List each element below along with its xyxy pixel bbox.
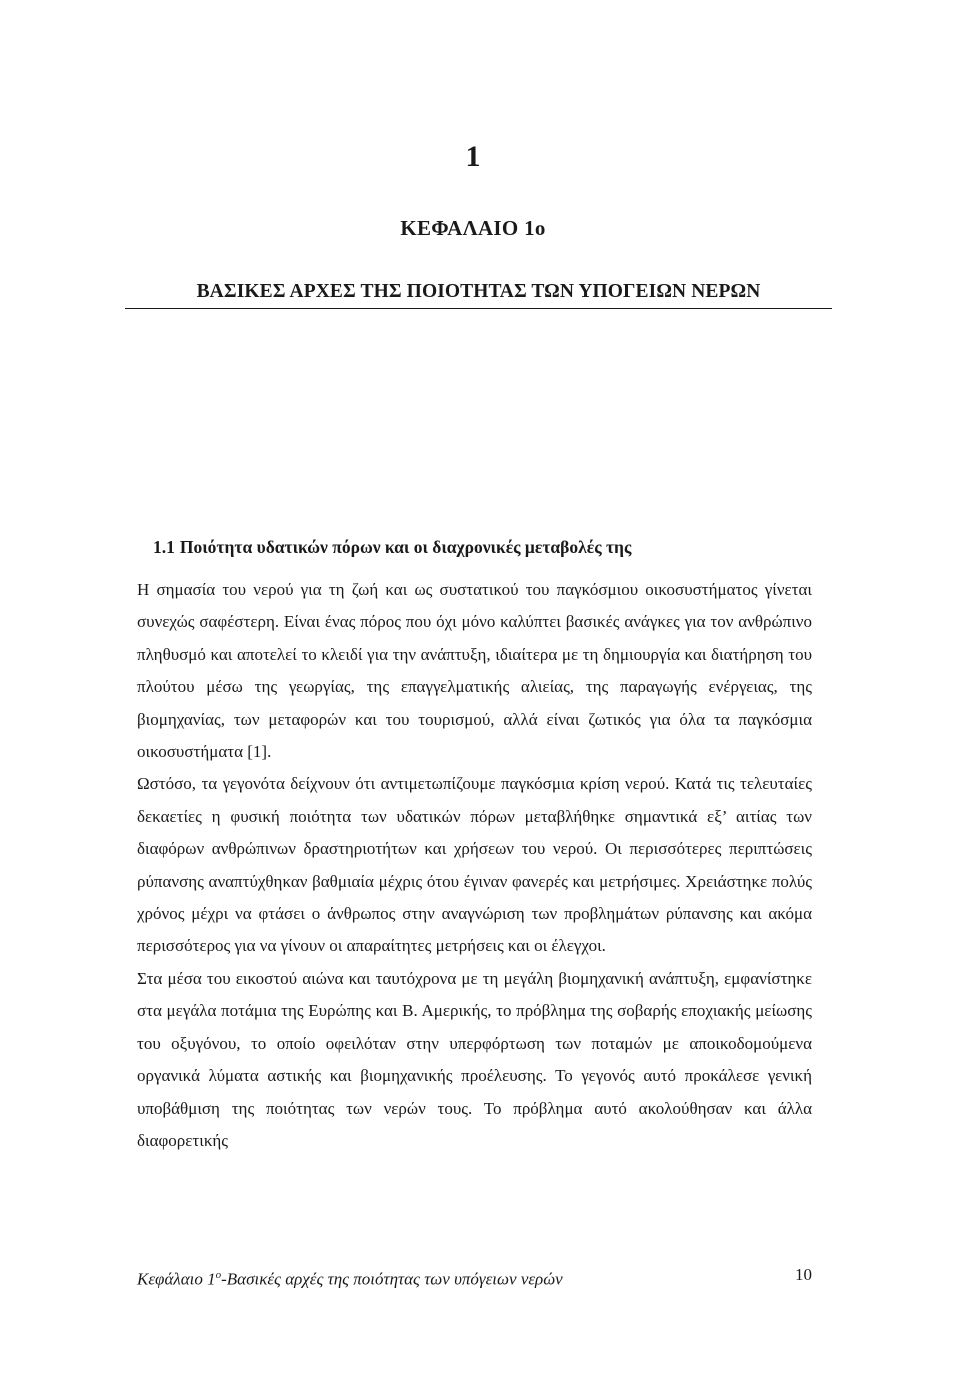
chapter-title: ΒΑΣΙΚΕΣ ΑΡΧΕΣ ΤΗΣ ΠΟΙΟΤΗΤΑΣ ΤΩΝ ΥΠΟΓΕΙΩΝ ΝΕΡΩΝ — [196, 281, 761, 302]
footer-title-prefix: Κεφάλαιο 1 — [137, 1269, 216, 1289]
page-number: 10 — [795, 1265, 812, 1284]
section-heading — [153, 537, 631, 558]
paragraph: Ωστόσο, τα γεγονότα δείχνουν ότι αντιμετωπίζουμε παγκόσμια κρίση νερού. Κατά τις τελευταίες δεκαετίες η φυσική ποιότητα των υδατικών πόρων μεταβλήθηκε σημαντικά εξ’ αιτίας των διαφόρων ανθρώπινων δραστηριοτήτων και χρήσεων του νερού. Οι περισσότερες περιπτώσεις ρύπανσης αναπτύχθηκαν βαθμιαία μέχρις ότου έγιναν φανερές και μετρήσιμες. Χρειάστηκε πολύς χρόνος μέχρι να φτάσει ο άνθρωπος στην αναγνώριση των προβλημάτων ρύπανσης και ακόμα περισσότερος για να γίνουν οι απαραίτητες μετρήσεις και οι έλεγχοι. — [137, 774, 812, 956]
footer-title-sup: ο — [215, 1269, 222, 1281]
section-number: 1.1 — [153, 537, 175, 557]
chapter-title-block — [125, 281, 832, 309]
section-title: Ποιότητα υδατικών πόρων και οι διαχρονικές μεταβολές της — [179, 537, 632, 557]
chapter-number: 1 — [465, 140, 481, 173]
footer-running-title — [137, 1263, 563, 1292]
chapter-label: ΚΕΦΑΛΑΙΟ 1ο — [400, 216, 546, 240]
body-text — [137, 574, 812, 1157]
footer-title-suffix: -Βασικές αρχές της ποιότητας των υπόγειων νερών — [221, 1269, 563, 1289]
paragraph: Η σημασία του νερού για τη ζωή και ως συστατικού του παγκόσμιου οικοσυστήματος γίνεται συνεχώς σαφέστερη. Είναι ένας πόρος που όχι μόνο καλύπτει βασικές ανάγκες για τον ανθρώπινο πληθυσμό και αποτελεί το κλειδί για την ανάπτυξη, ιδιαίτερα με τη δημιουργία και διατήρηση του πλούτου μέσω της γεωργίας, της επαγγελματικής αλιείας, της παραγωγής ενέργειας, της βιομηχανίας, των μεταφορών και του τουρισμού, αλλά είναι ζωτικός για όλα τα παγκόσμια οικοσυστήματα [1]. — [137, 580, 812, 762]
paragraph: Στα μέσα του εικοστού αιώνα και ταυτόχρονα με τη μεγάλη βιομηχανική ανάπτυξη, εμφανίστηκε στα μεγάλα ποτάμια της Ευρώπης και Β. Αμερικής, το πρόβλημα της σοβαρής εποχιακής μείωσης του οξυγόνου, το οποίο οφειλόταν στην υπερφόρτωση των ποταμών με αποικοδομούμενα οργανικά λύματα αστικής και βιομηχανικής προέλευσης. Το γεγονός αυτό προκάλεσε γενική υποβάθμιση της ποιότητας των νερών τους. Το πρόβλημα αυτό ακολούθησαν και άλλα διαφορετικής — [137, 968, 812, 1150]
